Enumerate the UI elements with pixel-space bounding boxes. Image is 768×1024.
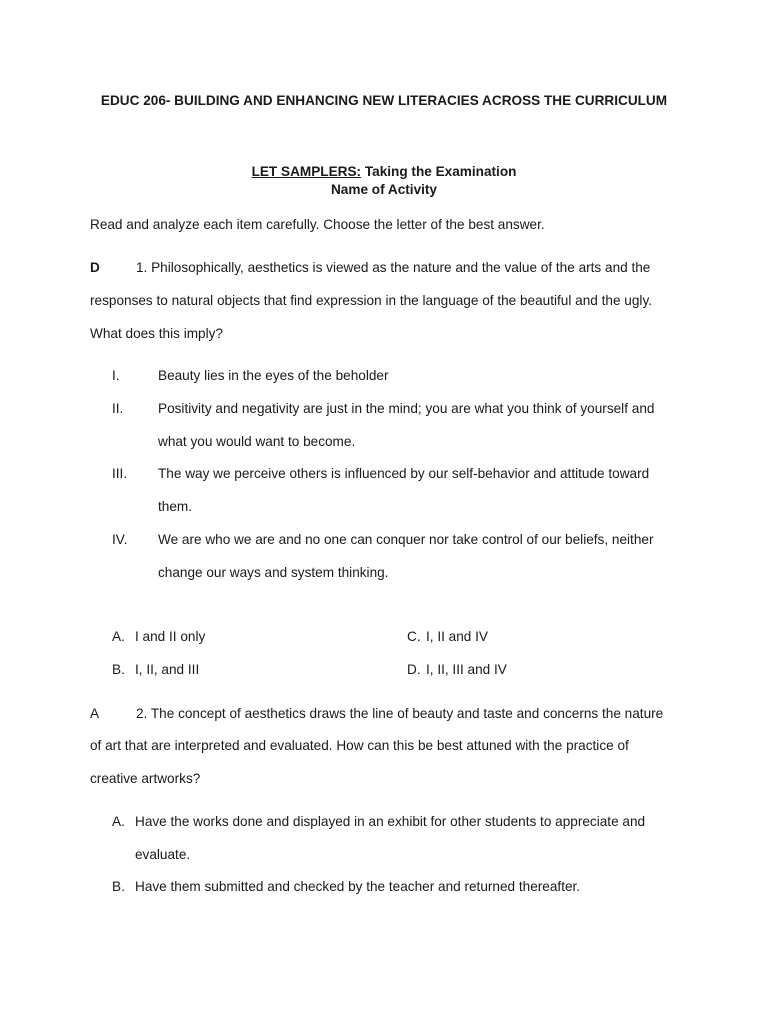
q1-stem-line: 1. Philosophically, aesthetics is viewed as the nature and the value of the arts and the <box>136 260 651 275</box>
q1-choice-text: I, II, III and IV <box>426 662 507 677</box>
activity-heading-rest: Taking the Examination <box>361 164 517 179</box>
q1-statement-text: Positivity and negativity are just in the mind; you are what you think of yourself and <box>158 401 655 416</box>
q1-choice-text: I, II and IV <box>426 629 488 644</box>
q2-stem-line: creative artworks? <box>90 771 201 786</box>
q1-choice-letter: C. <box>407 629 421 644</box>
q2-choice-letter: B. <box>112 879 125 894</box>
q1-statement-numeral: III. <box>112 466 128 481</box>
q2-stem-line: of art that are interpreted and evaluated. How can this be best attuned with the practice of <box>90 738 629 753</box>
q1-statement-text: We are who we are and no one can conquer nor take control of our beliefs, neither <box>158 532 654 547</box>
q2-stem-line: 2. The concept of aesthetics draws the line of beauty and taste and concerns the nature <box>136 706 664 721</box>
q2-choice-text: Have them submitted and checked by the teacher and returned thereafter. <box>135 879 581 894</box>
q1-choice-text: I, II, and III <box>135 662 200 677</box>
q1-statement-text: The way we perceive others is influenced by our self-behavior and attitude toward <box>158 466 650 481</box>
q1-statement-numeral: I. <box>112 368 120 383</box>
activity-heading <box>0 163 768 181</box>
q1-stem-line: responses to natural objects that find expression in the language of the beautiful and the ugly. <box>90 293 653 308</box>
activity-name: Name of Activity <box>330 182 437 197</box>
q1-statement-numeral: II. <box>112 401 124 416</box>
activity-heading-underlined: LET SAMPLERS: <box>251 164 362 179</box>
q1-statement-text: them. <box>158 499 192 514</box>
q1-choice-letter: B. <box>112 662 125 677</box>
q1-statement-text: change our ways and system thinking. <box>158 565 389 580</box>
q1-statement-text: Beauty lies in the eyes of the beholder <box>158 368 389 383</box>
q1-choice-letter: D. <box>407 662 421 677</box>
q2-choice-letter: A. <box>112 814 125 829</box>
instructions: Read and analyze each item carefully. Choose the letter of the best answer. <box>90 217 545 232</box>
q2-choice-text: evaluate. <box>135 847 191 862</box>
q1-statement-numeral: IV. <box>112 532 128 547</box>
q1-answer: D <box>90 260 100 275</box>
q1-statement-text: what you would want to become. <box>158 434 356 449</box>
q2-answer: A <box>90 706 100 721</box>
q1-choice-text: I and II only <box>135 629 206 644</box>
q2-choice-text: Have the works done and displayed in an exhibit for other students to appreciate and <box>135 814 646 829</box>
q1-stem-line: What does this imply? <box>90 326 223 341</box>
q1-choice-letter: A. <box>112 629 125 644</box>
course-title: EDUC 206- BUILDING AND ENHANCING NEW LITERACIES ACROSS THE CURRICULUM <box>100 93 668 108</box>
